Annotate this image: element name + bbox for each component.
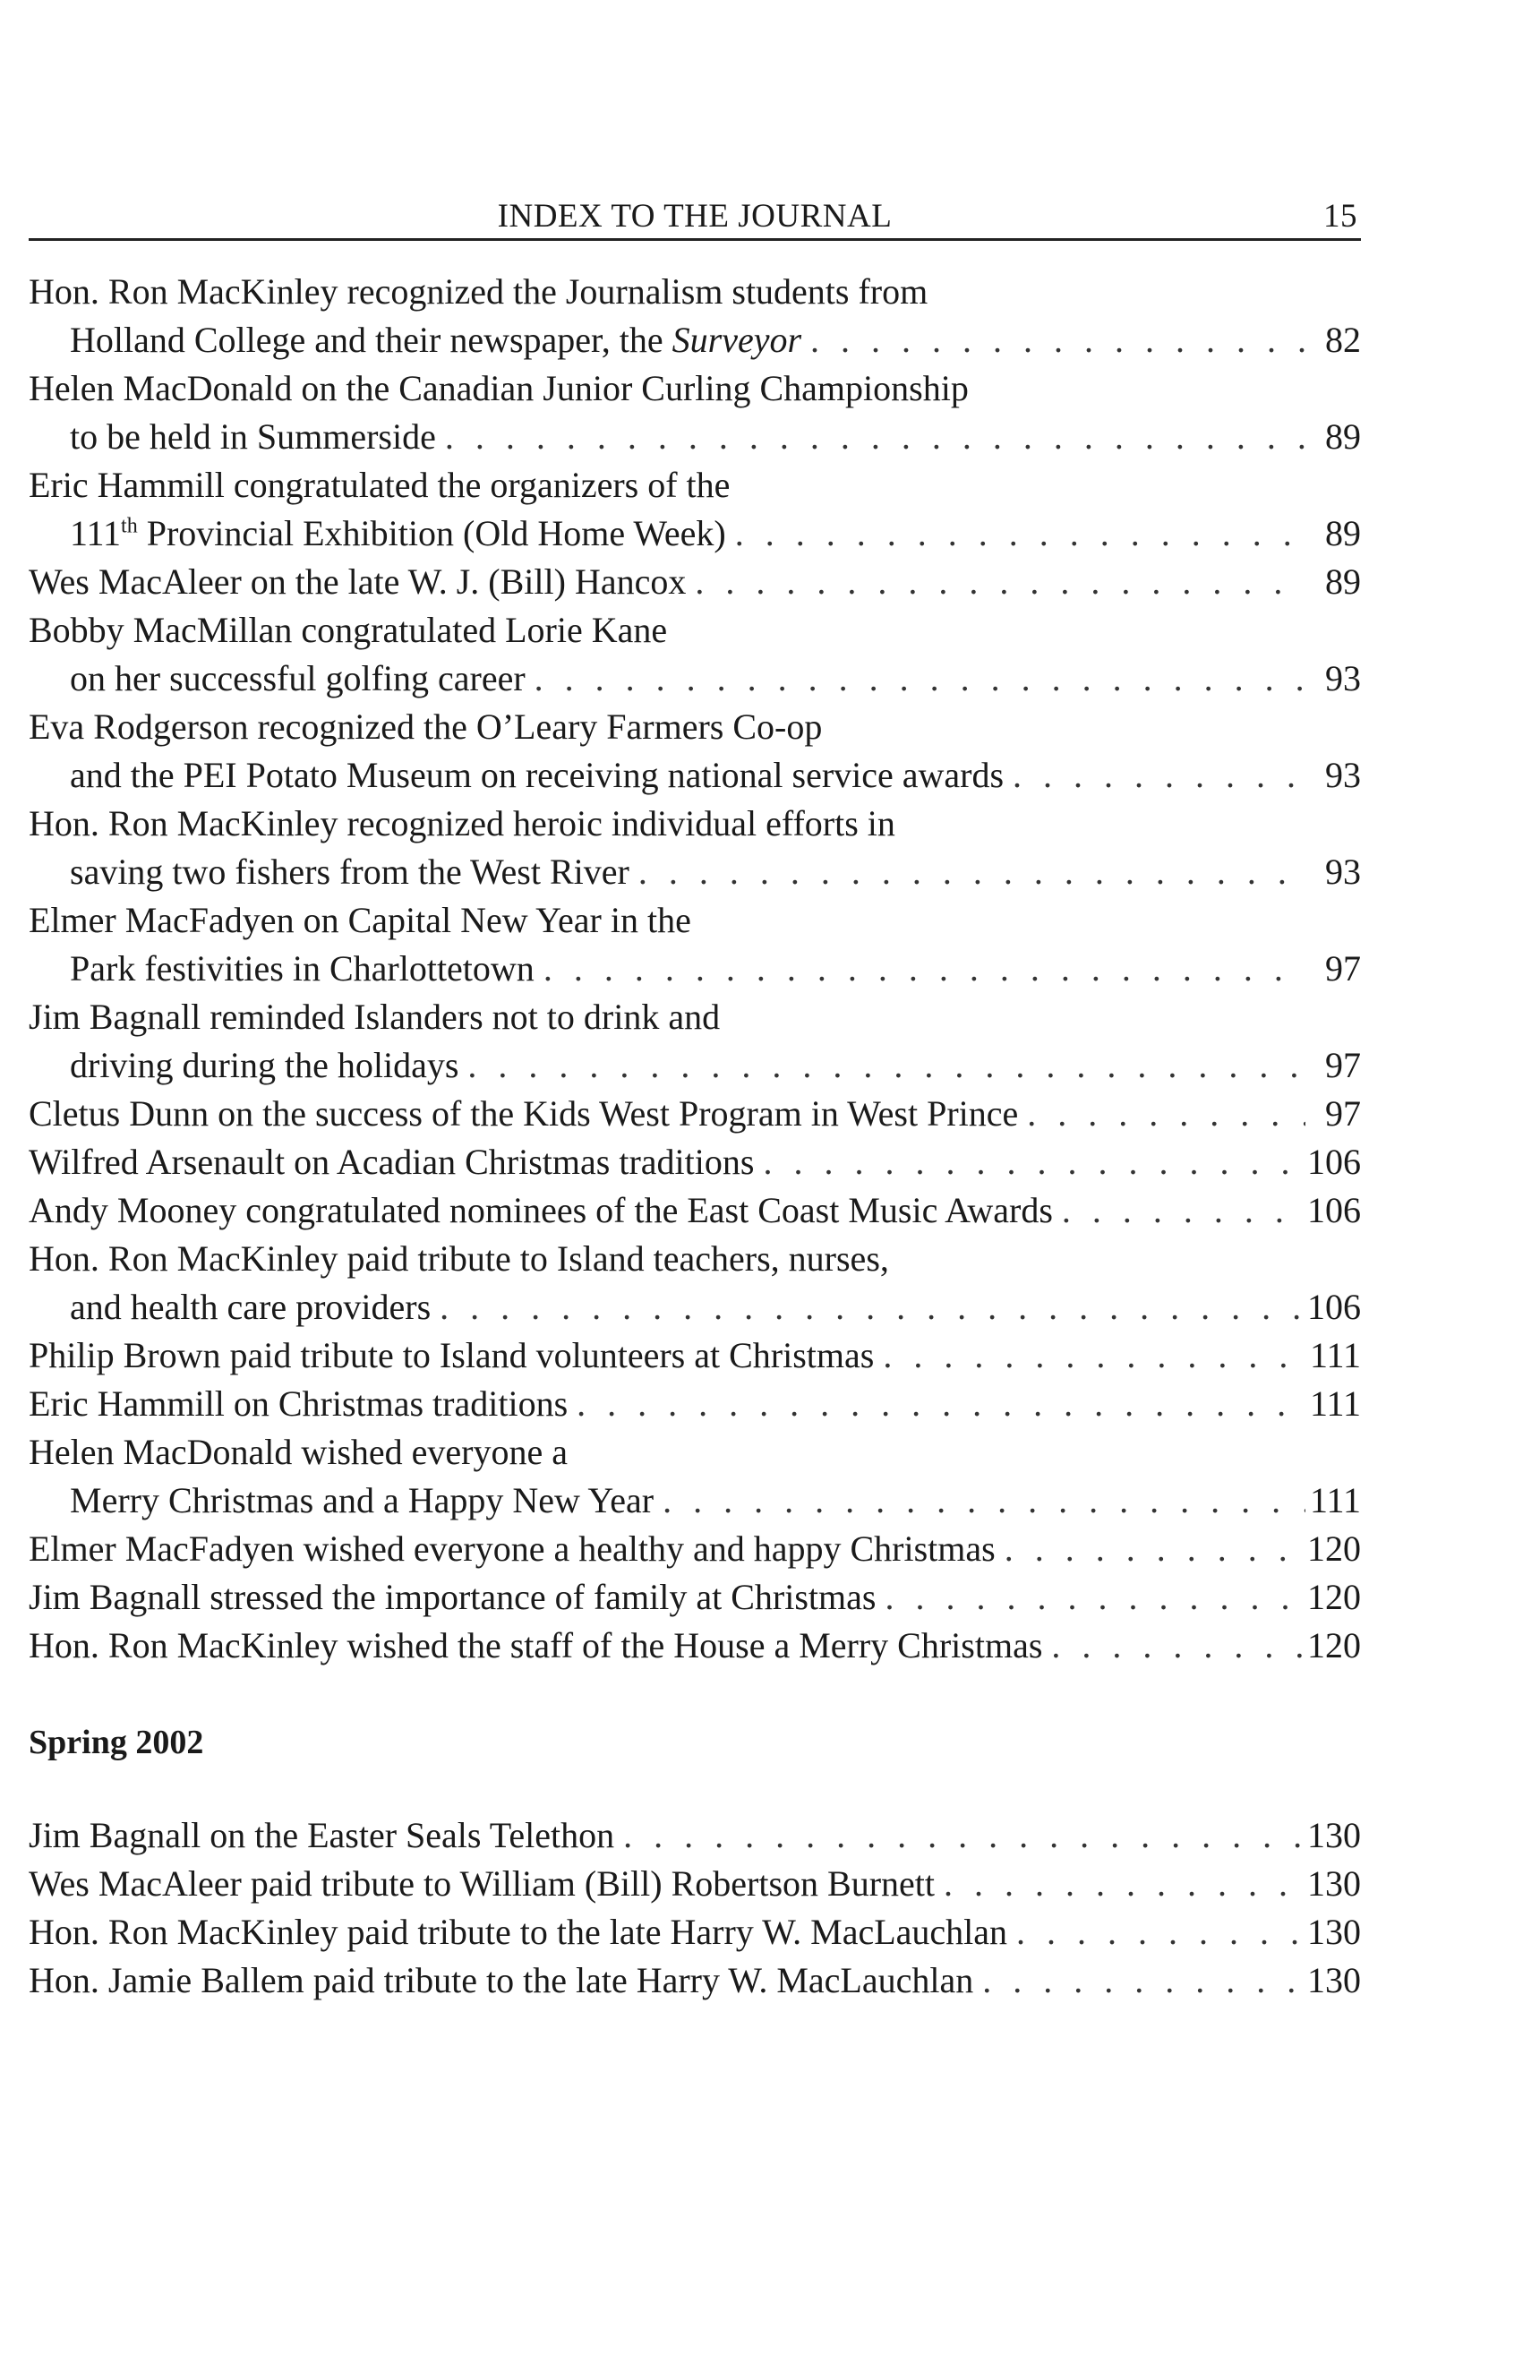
entry-text: Cletus Dunn on the success of the Kids West Program in West Prince <box>29 1093 1019 1134</box>
entry-page-number: 120 <box>1307 1577 1361 1617</box>
page-number: 15 <box>1323 198 1357 235</box>
entry-page-number: 111 <box>1309 1480 1361 1520</box>
index-entry <box>29 364 1361 461</box>
entry-leader-line <box>29 1477 1361 1525</box>
entry-page-number: 89 <box>1325 513 1361 553</box>
index-entry <box>29 800 1361 896</box>
index-entries <box>29 268 1361 2005</box>
dot-leader <box>1007 1908 1305 1956</box>
entry-text: Hon. Ron MacKinley wished the staff of the House a Merry Christmas <box>29 1625 1043 1665</box>
entry-text: Wes MacAleer paid tribute to William (Bill) Robertson Burnett <box>29 1863 935 1904</box>
entry-page-number: 106 <box>1307 1190 1361 1230</box>
index-entry <box>29 1235 1361 1331</box>
entry-page-number: 89 <box>1325 561 1361 602</box>
index-entry <box>29 1186 1361 1235</box>
entry-text: driving during the holidays <box>70 1045 459 1085</box>
entry-leader-line <box>29 1380 1361 1428</box>
entry-leader-line <box>29 1525 1361 1573</box>
entry-leader-line <box>29 848 1361 896</box>
entry-leader-line <box>29 1090 1361 1138</box>
entry-text: and health care providers <box>70 1287 432 1327</box>
dot-leader <box>726 509 1305 558</box>
index-entry <box>29 606 1361 703</box>
entry-text: on her successful golfing career <box>70 658 526 698</box>
index-entry <box>29 461 1361 558</box>
entry-text: Holland College and their newspaper, the Surveyor <box>70 320 802 360</box>
entry-page-number: 111 <box>1309 1335 1361 1375</box>
entry-leader-line <box>29 1331 1361 1380</box>
index-entry <box>29 1860 1361 1908</box>
entry-leader-line <box>29 1186 1361 1235</box>
index-entry <box>29 1811 1361 1860</box>
entry-page-number: 97 <box>1325 948 1361 989</box>
entry-text: Wes MacAleer on the late W. J. (Bill) Hancox <box>29 561 687 602</box>
dot-leader <box>876 1573 1305 1622</box>
index-entry <box>29 896 1361 993</box>
entry-text: saving two fishers from the West River <box>70 852 629 892</box>
dot-leader <box>801 316 1305 364</box>
entry-line: Eric Hammill congratulated the organizers of the <box>29 465 731 505</box>
index-entry <box>29 1525 1361 1573</box>
entry-leader-line <box>29 655 1361 703</box>
entry-page-number: 111 <box>1309 1383 1361 1424</box>
entry-text: Hon. Ron MacKinley paid tribute to the late Harry W. MacLauchlan <box>29 1912 1008 1952</box>
entry-leader-line <box>29 1573 1361 1622</box>
index-entry <box>29 268 1361 364</box>
index-entry <box>29 1956 1361 2005</box>
entry-page-number: 106 <box>1307 1142 1361 1182</box>
entry-page-number: 130 <box>1307 1960 1361 2000</box>
entry-page-number: 97 <box>1325 1093 1361 1134</box>
dot-leader <box>1042 1622 1305 1670</box>
entry-leader-line <box>29 1283 1361 1331</box>
entry-text: Eric Hammill on Christmas traditions <box>29 1383 569 1424</box>
ordinal-suffix: th <box>121 514 138 538</box>
index-entry <box>29 1428 1361 1525</box>
entry-text: to be held in Summerside <box>70 416 436 457</box>
entry-leader-line <box>29 1908 1361 1956</box>
entry-page-number: 82 <box>1325 320 1361 360</box>
entry-page-number: 97 <box>1325 1045 1361 1085</box>
dot-leader <box>1053 1186 1305 1235</box>
index-entry <box>29 993 1361 1090</box>
index-entry <box>29 703 1361 800</box>
dot-leader <box>535 945 1305 993</box>
entry-page-number: 120 <box>1307 1625 1361 1665</box>
entry-text: Elmer MacFadyen wished everyone a healthy and happy Christmas <box>29 1528 996 1569</box>
dot-leader <box>973 1956 1305 2005</box>
dot-leader <box>754 1138 1305 1186</box>
entry-line: Helen MacDonald on the Canadian Junior Curling Championship <box>29 368 969 408</box>
dot-leader <box>629 848 1305 896</box>
index-page <box>29 188 1361 2005</box>
entry-page-number: 89 <box>1325 416 1361 457</box>
entry-leader-line <box>29 1811 1361 1860</box>
entry-line: Helen MacDonald wished everyone a <box>29 1432 568 1472</box>
entry-text: Andy Mooney congratulated nominees of the East Coast Music Awards <box>29 1190 1053 1230</box>
entry-leader-line <box>29 1860 1361 1908</box>
dot-leader <box>1018 1090 1305 1138</box>
dot-leader <box>614 1811 1305 1860</box>
dot-leader <box>526 655 1305 703</box>
entry-text: 111th Provincial Exhibition (Old Home Week) <box>70 513 726 553</box>
entry-line: Elmer MacFadyen on Capital New Year in the <box>29 900 691 940</box>
entry-leader-line <box>29 751 1361 800</box>
entry-leader-line <box>29 316 1361 364</box>
index-entry <box>29 1331 1361 1380</box>
entry-leader-line <box>29 945 1361 993</box>
entry-page-number: 93 <box>1325 852 1361 892</box>
dot-leader <box>458 1041 1305 1090</box>
entry-line: Bobby MacMillan congratulated Lorie Kane <box>29 610 668 650</box>
index-entry <box>29 1380 1361 1428</box>
index-entry <box>29 1622 1361 1670</box>
entry-page-number: 106 <box>1307 1287 1361 1327</box>
entry-leader-line <box>29 1138 1361 1186</box>
index-entry <box>29 558 1361 606</box>
entry-text: Jim Bagnall on the Easter Seals Telethon <box>29 1815 615 1855</box>
index-entry <box>29 1090 1361 1138</box>
dot-leader <box>431 1283 1305 1331</box>
dot-leader <box>1004 751 1305 800</box>
entry-text: Wilfred Arsenault on Acadian Christmas traditions <box>29 1142 755 1182</box>
entry-line: Hon. Ron MacKinley paid tribute to Island teachers, nurses, <box>29 1238 889 1279</box>
entry-leader-line <box>29 1041 1361 1090</box>
index-entry <box>29 1138 1361 1186</box>
section-heading: Spring 2002 <box>29 1724 204 1761</box>
running-head <box>29 188 1361 241</box>
publication-title: Surveyor <box>672 320 802 360</box>
entry-page-number: 130 <box>1307 1815 1361 1855</box>
entry-leader-line <box>29 509 1361 558</box>
entry-text: and the PEI Potato Museum on receiving national service awards <box>70 755 1005 795</box>
entry-page-number: 93 <box>1325 755 1361 795</box>
entry-page-number: 130 <box>1307 1863 1361 1904</box>
entry-line: Hon. Ron MacKinley recognized the Journalism students from <box>29 271 928 312</box>
entry-leader-line <box>29 558 1361 606</box>
entry-line: Jim Bagnall reminded Islanders not to drink and <box>29 997 721 1037</box>
entry-line: Eva Rodgerson recognized the O’Leary Farmers Co-op <box>29 706 823 747</box>
entry-leader-line <box>29 413 1361 461</box>
dot-leader <box>654 1477 1305 1525</box>
dot-leader <box>935 1860 1305 1908</box>
dot-leader <box>874 1331 1305 1380</box>
dot-leader <box>686 558 1305 606</box>
entry-text: Philip Brown paid tribute to Island volunteers at Christmas <box>29 1335 875 1375</box>
page-title: INDEX TO THE JOURNAL <box>497 198 893 235</box>
dot-leader <box>996 1525 1305 1573</box>
entry-text: Jim Bagnall stressed the importance of family at Christmas <box>29 1577 877 1617</box>
entry-text: Merry Christmas and a Happy New Year <box>70 1480 654 1520</box>
index-entry <box>29 1573 1361 1622</box>
entry-page-number: 93 <box>1325 658 1361 698</box>
dot-leader <box>568 1380 1305 1428</box>
index-entry <box>29 1908 1361 1956</box>
entry-line: Hon. Ron MacKinley recognized heroic individual efforts in <box>29 803 895 843</box>
entry-page-number: 120 <box>1307 1528 1361 1569</box>
entry-text: Park festivities in Charlottetown <box>70 948 535 989</box>
entry-text: Hon. Jamie Ballem paid tribute to the late Harry W. MacLauchlan <box>29 1960 974 2000</box>
dot-leader <box>436 413 1305 461</box>
entry-leader-line <box>29 1622 1361 1670</box>
entry-page-number: 130 <box>1307 1912 1361 1952</box>
entry-leader-line <box>29 1956 1361 2005</box>
